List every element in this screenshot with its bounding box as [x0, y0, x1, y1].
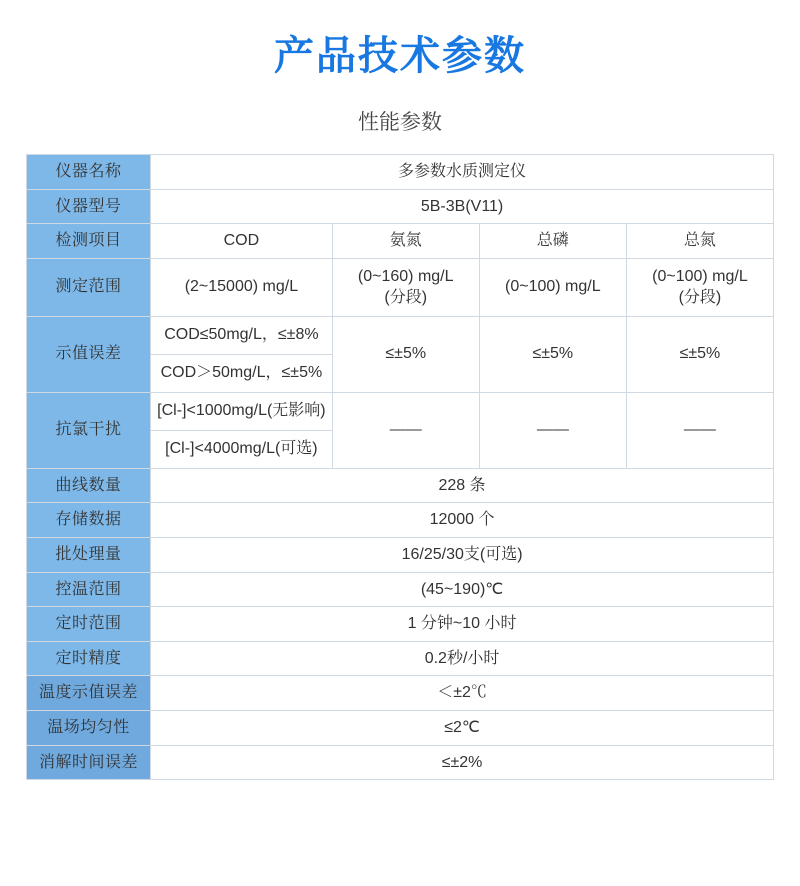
table-row — [27, 503, 774, 538]
table-row — [27, 641, 774, 676]
row-value-total-phosphorus: —— — [479, 392, 626, 468]
table-row — [27, 392, 774, 430]
row-value-cod-lower: [Cl-]<4000mg/L(可选) — [151, 430, 333, 468]
row-value-cod: (2~15000) mg/L — [151, 258, 333, 316]
row-value: 228 条 — [151, 468, 774, 503]
table-row — [27, 537, 774, 572]
table-row — [27, 676, 774, 711]
table-row — [27, 607, 774, 642]
row-label: 定时范围 — [27, 607, 151, 642]
row-value-total-nitrogen: —— — [626, 392, 773, 468]
row-label: 仪器名称 — [27, 155, 151, 190]
row-value: 12000 个 — [151, 503, 774, 538]
value-line-1: (0~100) mg/L — [652, 267, 748, 285]
column-header-total-phosphorus: 总磷 — [479, 224, 626, 259]
row-value-cod-upper: [Cl-]<1000mg/L(无影响) — [151, 392, 333, 430]
value-line-2: (分段) — [384, 289, 428, 307]
row-value-cod-lower: COD＞50mg/L，≤±5% — [151, 354, 333, 392]
column-header-cod: COD — [151, 224, 333, 259]
page-title: 产品技术参数 — [274, 34, 526, 78]
row-value: (45~190)℃ — [151, 572, 774, 607]
row-value: 多参数水质测定仪 — [151, 155, 774, 190]
table-row — [27, 189, 774, 224]
row-label: 曲线数量 — [27, 468, 151, 503]
row-value: 5B-3B(V11) — [151, 189, 774, 224]
column-header-total-nitrogen: 总氮 — [626, 224, 773, 259]
row-value-cod-upper: COD≤50mg/L，≤±8% — [151, 316, 333, 354]
row-value: 1 分钟~10 小时 — [151, 607, 774, 642]
row-label: 温场均匀性 — [27, 710, 151, 745]
row-label: 检测项目 — [27, 224, 151, 259]
row-label: 定时精度 — [27, 641, 151, 676]
row-value-ammonia — [332, 258, 479, 316]
row-value: ≤2℃ — [151, 710, 774, 745]
row-label: 仪器型号 — [27, 189, 151, 224]
row-label: 批处理量 — [27, 537, 151, 572]
table-row — [27, 224, 774, 259]
row-value-total-nitrogen: ≤±5% — [626, 316, 773, 392]
row-value-ammonia: —— — [332, 392, 479, 468]
row-value: 0.2秒/小时 — [151, 641, 774, 676]
value-line-1: (0~160) mg/L — [357, 267, 454, 285]
row-value-total-nitrogen — [626, 258, 773, 316]
row-label: 示值误差 — [27, 316, 151, 392]
table-row — [27, 316, 774, 354]
row-value-total-phosphorus: (0~100) mg/L — [479, 258, 626, 316]
row-label: 消解时间误差 — [27, 745, 151, 780]
row-value-total-phosphorus: ≤±5% — [479, 316, 626, 392]
row-label: 抗氯干扰 — [27, 392, 151, 468]
row-label: 温度示值误差 — [27, 676, 151, 711]
table-row — [27, 745, 774, 780]
row-value: ≤±2% — [151, 745, 774, 780]
row-value: 16/25/30支(可选) — [151, 537, 774, 572]
row-value: ＜±2℃ — [151, 676, 774, 711]
table-row — [27, 155, 774, 190]
row-label: 测定范围 — [27, 258, 151, 316]
specification-table — [26, 154, 774, 780]
table-row — [27, 258, 774, 316]
column-header-ammonia: 氨氮 — [332, 224, 479, 259]
row-label: 控温范围 — [27, 572, 151, 607]
row-value-ammonia: ≤±5% — [332, 316, 479, 392]
table-row — [27, 468, 774, 503]
section-subtitle: 性能参数 — [358, 111, 442, 134]
value-line-2: (分段) — [678, 289, 722, 307]
table-row — [27, 710, 774, 745]
row-label: 存储数据 — [27, 503, 151, 538]
table-row — [27, 572, 774, 607]
